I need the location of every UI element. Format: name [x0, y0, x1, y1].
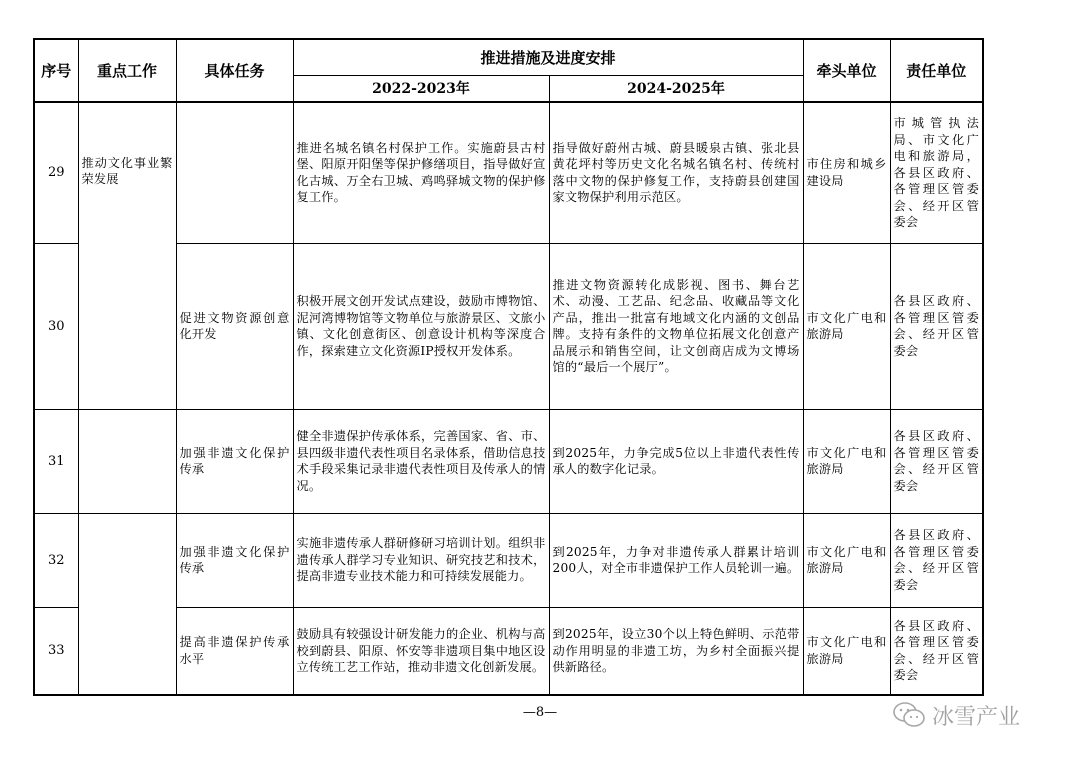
table-row: [34, 243, 983, 409]
wechat-icon: [892, 701, 926, 729]
header-key-work: 重点工作: [78, 39, 176, 102]
key-work-cell: [78, 409, 176, 513]
task-cell: 提高非遗保护传承水平: [176, 607, 293, 695]
header-measures: 推进措施及进度安排: [293, 39, 803, 75]
responsible-unit-cell: 各县区政府、各管理区管委会、经开区管委会: [890, 607, 983, 695]
task-cell: [176, 102, 293, 243]
watermark-text: 冰雪产业: [932, 704, 1021, 730]
header-lead: 牵头单位: [803, 39, 890, 102]
plan-2024-2025-cell: 指导做好蔚州古城、蔚县暖泉古镇、张北县黄花坪村等历史文化名城名镇名村、传统村落中文物的保护修复工作，支持蔚县创建国家文物保护利用示范区。: [549, 102, 803, 243]
task-table: [33, 38, 984, 696]
header-seq: 序号: [34, 39, 78, 102]
table-row: [34, 607, 983, 695]
row-number: 29: [34, 102, 78, 243]
table-row: [34, 513, 983, 607]
lead-unit-cell: 市文化广电和旅游局: [803, 409, 890, 513]
page-number: —8—: [522, 705, 558, 720]
task-cell: 加强非遗文化保护传承: [176, 513, 293, 607]
table-row: [34, 102, 983, 243]
table-row: [34, 409, 983, 513]
task-cell: 加强非遗文化保护传承: [176, 409, 293, 513]
row-number: 33: [34, 607, 78, 695]
watermark: [892, 695, 1020, 735]
lead-unit-cell: 市文化广电和旅游局: [803, 607, 890, 695]
plan-2024-2025-cell: 到2025年，力争对非遗传承人群累计培训200人，对全市非遗保护工作人员轮训一遍。: [549, 513, 803, 607]
row-number: 31: [34, 409, 78, 513]
plan-2022-2023-cell: 实施非遗传承人群研修研习培训计划。组织非遗传承人群学习专业知识、研究技艺和技术，提高非遗专业技术能力和可持续发展能力。: [293, 513, 549, 607]
plan-2024-2025-cell: 到2025年，力争完成5位以上非遗代表性传承人的数字化记录。: [549, 409, 803, 513]
plan-2022-2023-cell: 积极开展文创开发试点建设，鼓励市博物馆、泥河湾博物馆等文物单位与旅游景区、文旅小镇、文化创意街区、创意设计机构等深度合作，探索建立文化资源IP授权开发体系。: [293, 243, 549, 409]
header-resp: 责任单位: [890, 39, 983, 102]
plan-2024-2025-cell: 到2025年，设立30个以上特色鲜明、示范带动作用明显的非遗工坊，为乡村全面振兴提供新路径。: [549, 607, 803, 695]
header-period-2022-2023: 2022-2023年: [293, 75, 549, 102]
lead-unit-cell: 市住房和城乡建设局: [803, 102, 890, 243]
header-task: 具体任务: [176, 39, 293, 102]
lead-unit-cell: 市文化广电和旅游局: [803, 513, 890, 607]
task-cell: 促进文物资源创意化开发: [176, 243, 293, 409]
responsible-unit-cell: 市城管执法局、市文化广电和旅游局，各县区政府、各管理区管委会、经开区管委会: [890, 102, 983, 243]
header-period-2024-2025: 2024-2025年: [549, 75, 803, 102]
plan-2024-2025-cell: 推进文物资源转化成影视、图书、舞台艺术、动漫、工艺品、纪念品、收藏品等文化产品，推出一批富有地域文化内涵的文创品牌。支持有条件的文物单位拓展文化创意产品展示和销售空间，让文创商店成为文博场馆的“最后一个展厅”。: [549, 243, 803, 409]
plan-2022-2023-cell: 推进名城名镇名村保护工作。实施蔚县古村堡、阳原开阳堡等保护修缮项目，指导做好宣化古城、万全右卫城、鸡鸣驿城文物的保护修复工作。: [293, 102, 549, 243]
key-work-cell: [78, 513, 176, 695]
responsible-unit-cell: 各县区政府、各管理区管委会、经开区管委会: [890, 409, 983, 513]
row-number: 32: [34, 513, 78, 607]
lead-unit-cell: 市文化广电和旅游局: [803, 243, 890, 409]
plan-2022-2023-cell: 鼓励具有较强设计研发能力的企业、机构与高校到蔚县、阳原、怀安等非遗项目集中地区设立传统工艺工作站，推动非遗文化创新发展。: [293, 607, 549, 695]
responsible-unit-cell: 各县区政府、各管理区管委会、经开区管委会: [890, 243, 983, 409]
row-number: 30: [34, 243, 78, 409]
plan-2022-2023-cell: 健全非遗保护传承体系，完善国家、省、市、县四级非遗代表性项目名录体系，借助信息技术手段采集记录非遗代表性项目及传承人的情况。: [293, 409, 549, 513]
responsible-unit-cell: 各县区政府、各管理区管委会、经开区管委会: [890, 513, 983, 607]
key-work-cell: 推动文化事业繁荣发展: [78, 102, 176, 409]
